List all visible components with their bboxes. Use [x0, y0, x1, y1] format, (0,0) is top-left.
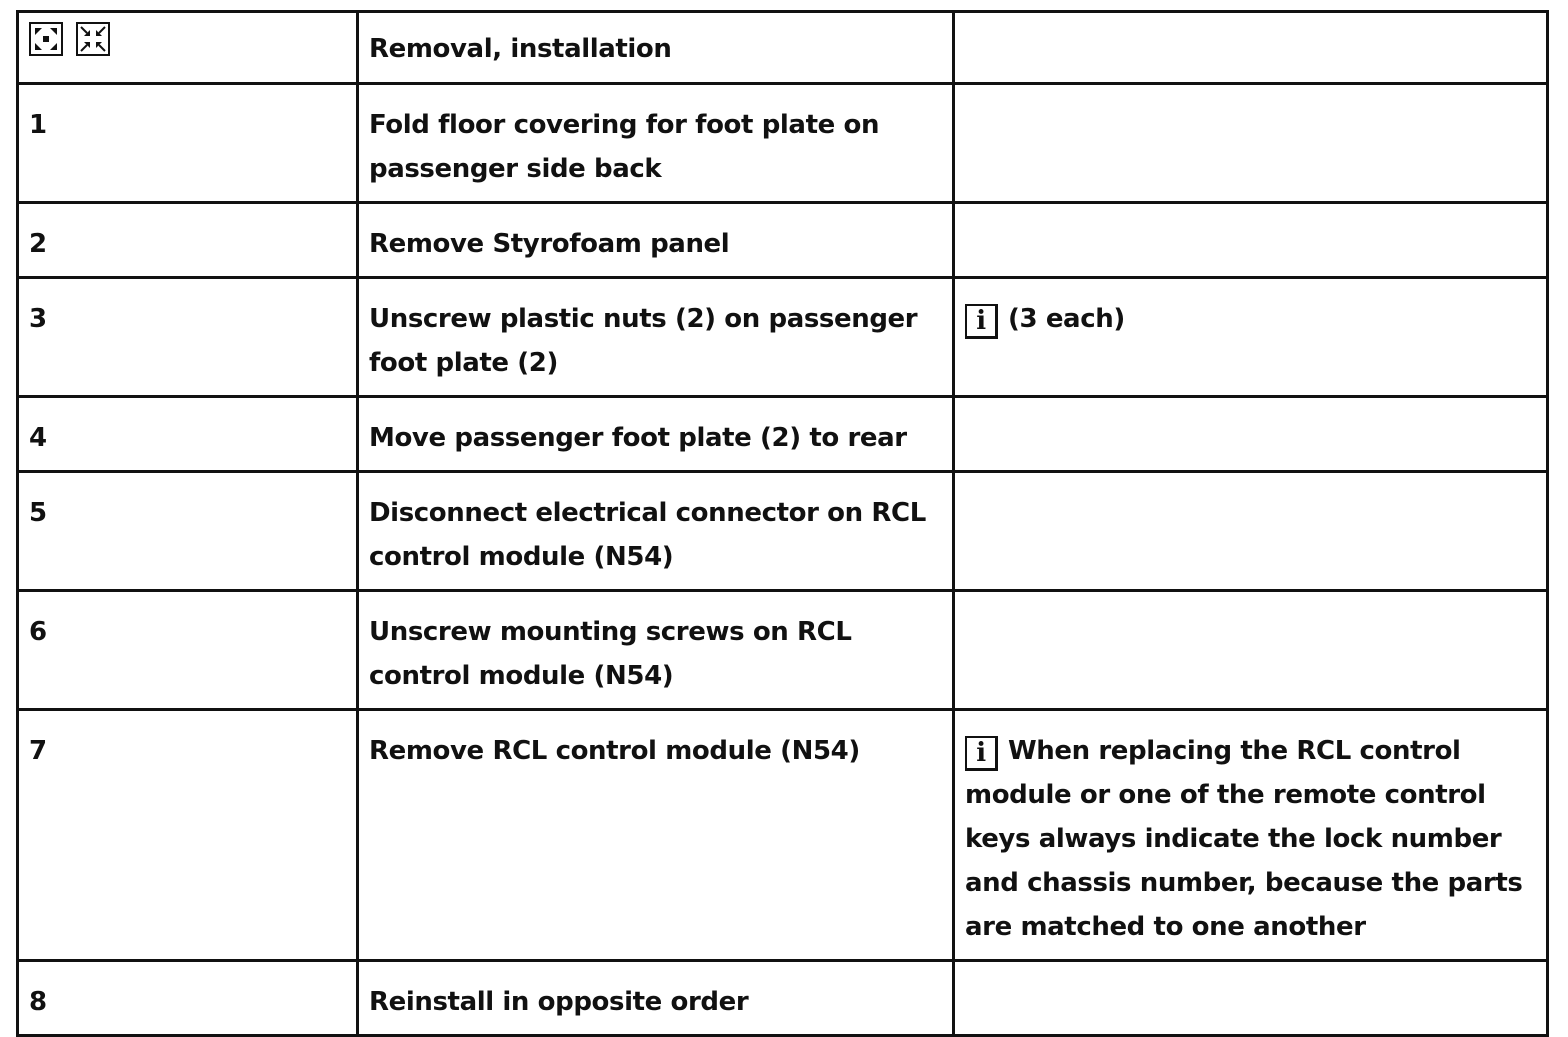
info-icon: i	[965, 736, 998, 771]
step-note-text: (3 each)	[1008, 304, 1125, 334]
step-text: Fold floor covering for foot plate on passenger side back	[358, 84, 954, 203]
step-note	[954, 278, 1548, 397]
table-header-row	[18, 12, 1548, 84]
step-note	[954, 710, 1548, 961]
collapse-icon[interactable]	[76, 22, 110, 56]
step-note	[954, 203, 1548, 278]
header-title: Removal, installation	[358, 12, 954, 84]
step-number: 2	[18, 203, 358, 278]
table-row	[18, 591, 1548, 710]
table-row	[18, 472, 1548, 591]
table-row	[18, 203, 1548, 278]
header-icon-cell	[18, 12, 358, 84]
step-note	[954, 591, 1548, 710]
step-text: Disconnect electrical connector on RCL control module (N54)	[358, 472, 954, 591]
step-text: Move passenger foot plate (2) to rear	[358, 397, 954, 472]
step-note	[954, 961, 1548, 1036]
step-text: Reinstall in opposite order	[358, 961, 954, 1036]
step-number: 7	[18, 710, 358, 961]
step-number: 3	[18, 278, 358, 397]
step-text: Unscrew mounting screws on RCL control module (N54)	[358, 591, 954, 710]
table-row	[18, 278, 1548, 397]
table-row	[18, 397, 1548, 472]
header-notes-cell	[954, 12, 1548, 84]
table-row	[18, 710, 1548, 961]
procedure-table	[16, 10, 1549, 1037]
step-text: Remove Styrofoam panel	[358, 203, 954, 278]
table-row	[18, 961, 1548, 1036]
step-text: Remove RCL control module (N54)	[358, 710, 954, 961]
step-number: 6	[18, 591, 358, 710]
step-number: 5	[18, 472, 358, 591]
step-note	[954, 472, 1548, 591]
step-number: 4	[18, 397, 358, 472]
expand-icon[interactable]	[29, 22, 63, 56]
step-number: 1	[18, 84, 358, 203]
info-icon: i	[965, 304, 998, 339]
step-number: 8	[18, 961, 358, 1036]
step-note	[954, 84, 1548, 203]
step-text: Unscrew plastic nuts (2) on passenger foot plate (2)	[358, 278, 954, 397]
step-note	[954, 397, 1548, 472]
step-note-text: When replacing the RCL control module or one of the remote control keys always indicate the lock number and chassis number, because the parts are matched to one another	[965, 736, 1523, 942]
table-row	[18, 84, 1548, 203]
procedure-sheet	[16, 10, 1546, 1017]
